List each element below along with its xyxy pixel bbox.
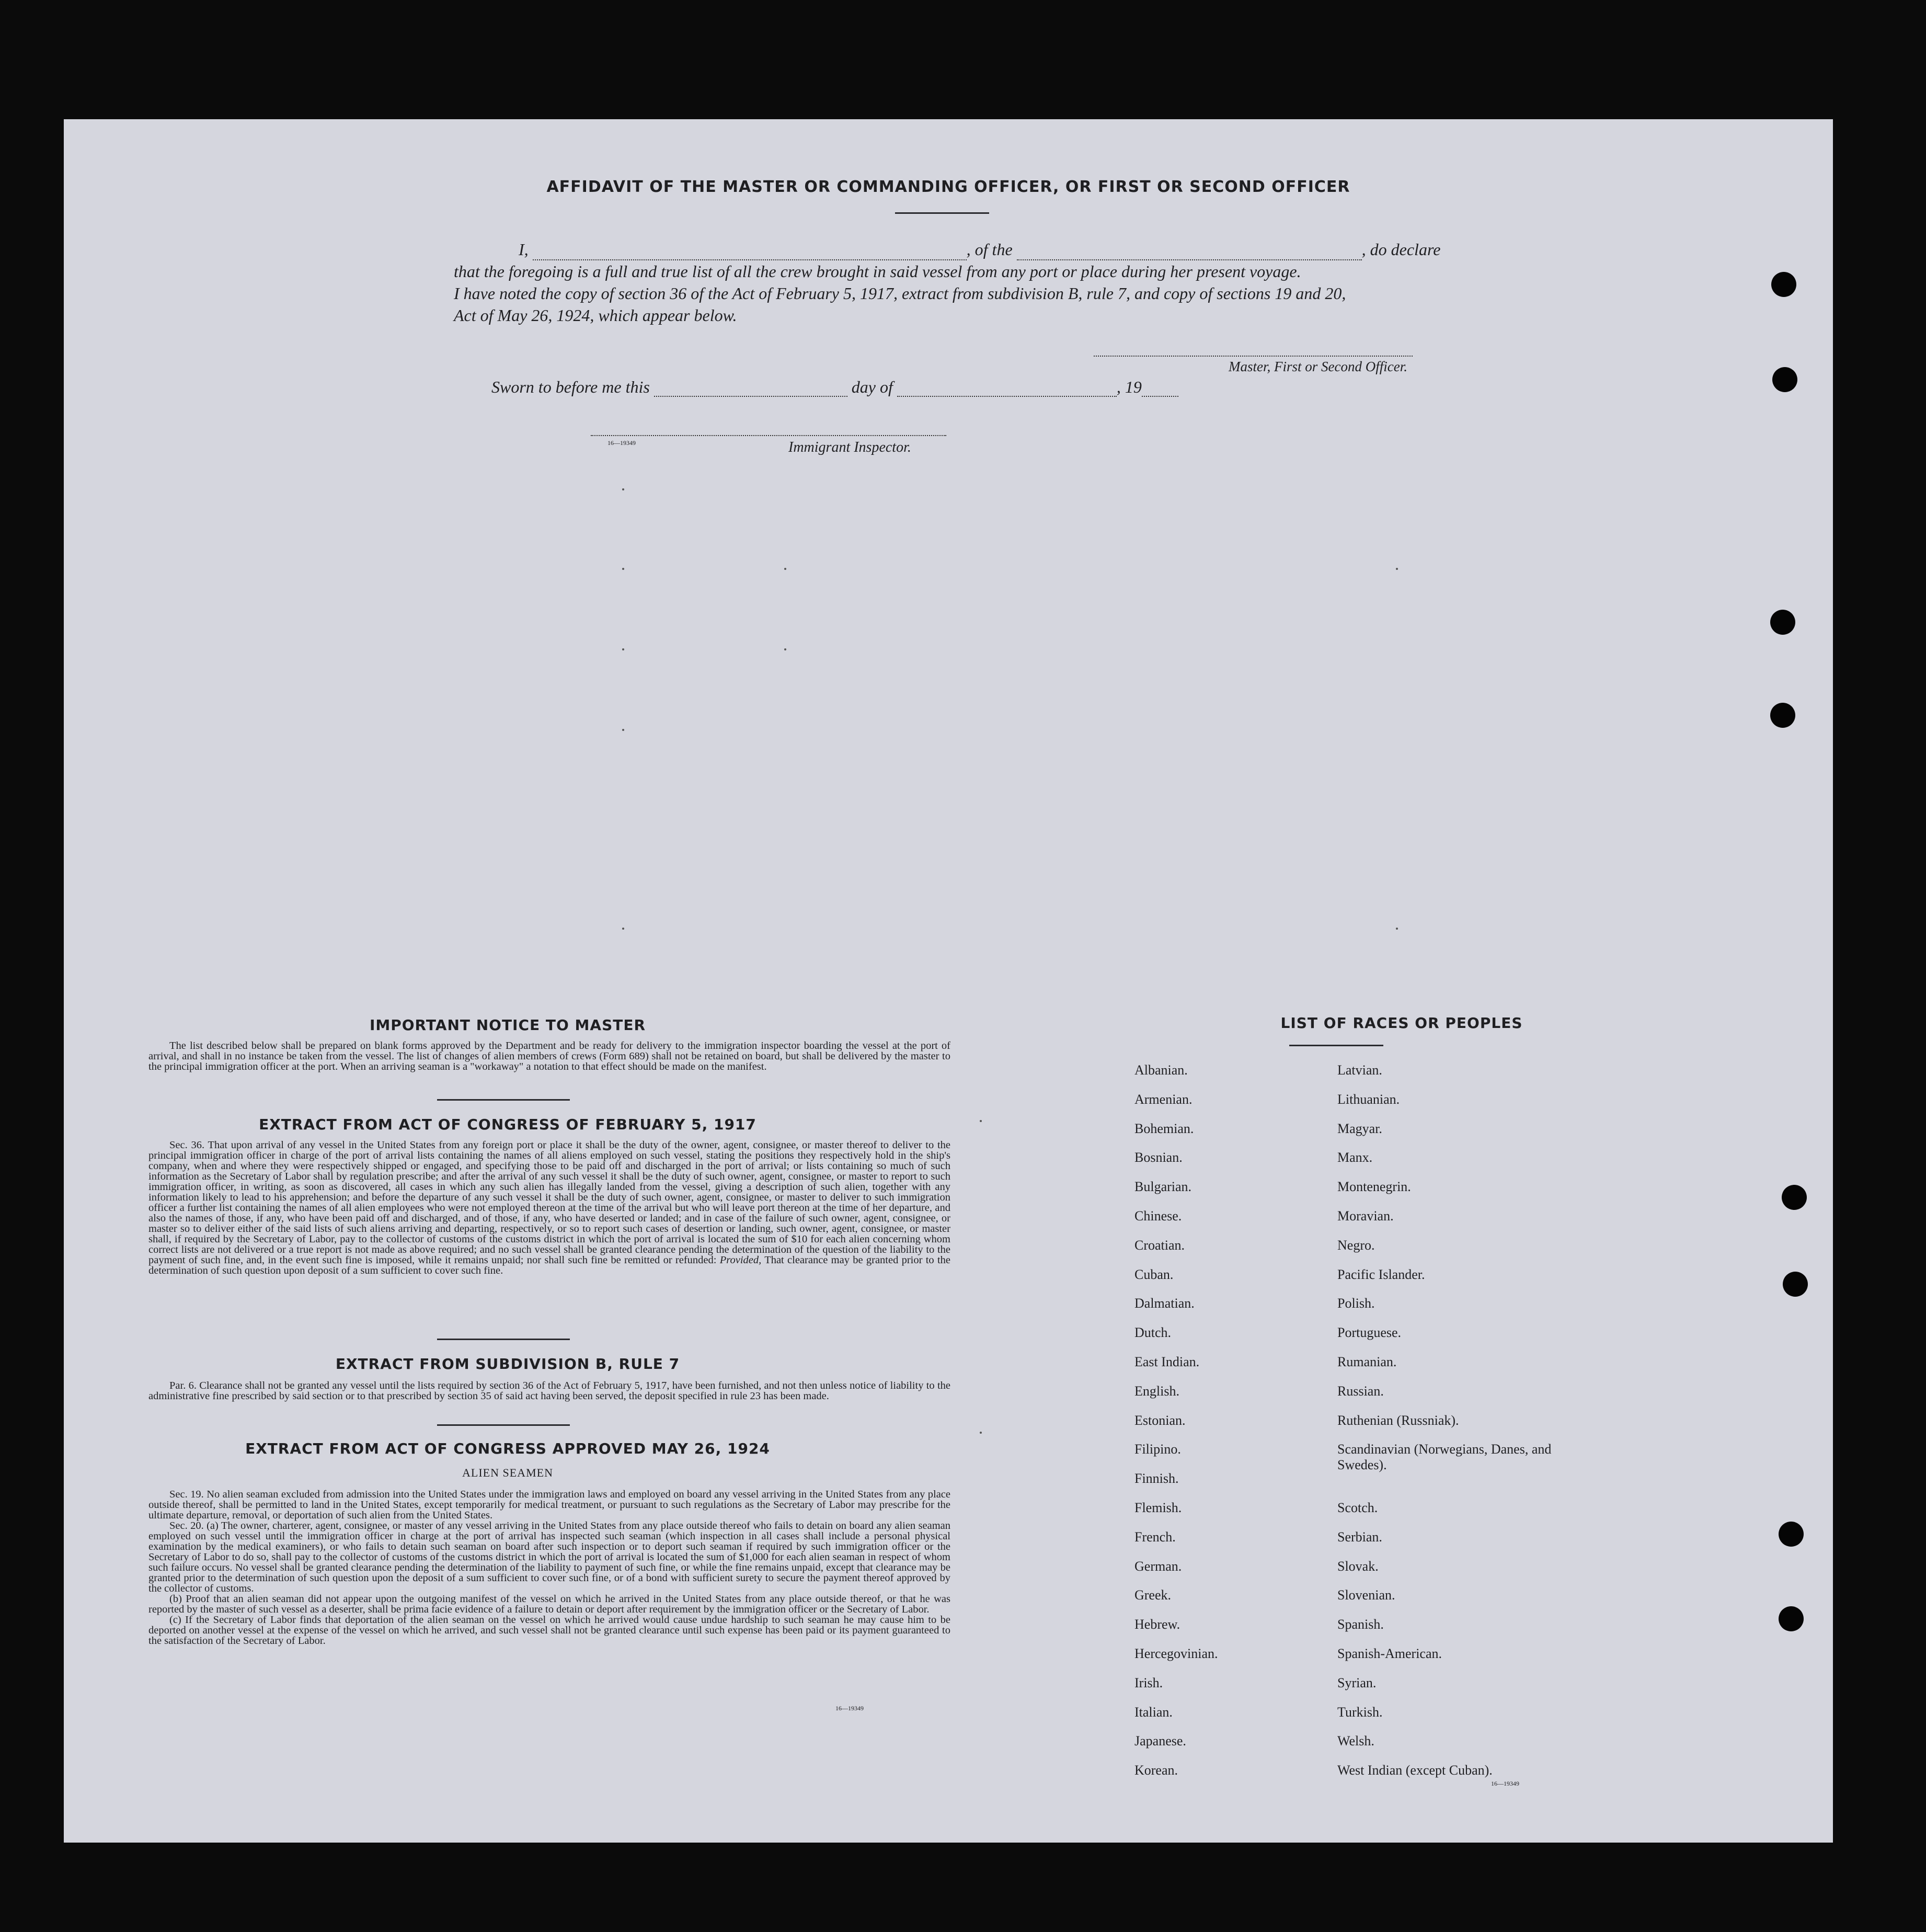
races-form-number: 16—19349: [1491, 1780, 1519, 1787]
section-36-body: That upon arrival of any vessel in the United States from any foreign port or place it shall be the duty of the owner, agent, consignee, or master thereof to deliver to the principal immigration officer in charge of the port of arrival lists containing the names of all aliens employed on such vessel, stating the positions they respectively hold in the ship's company, when and where they were respectively shipped or engaged, and specifying those to be paid off and discharged in the port of arrival; or lists containing so much of such information as the Secretary of Labor shall by regulation prescribe; and after the arrival of any such vessel it shall be the duty of such owner, agent, consignee, or master to report to such immigration officer, in writing, as soon as discovered, all cases in which any such alien has illegally landed from the vessel, giving a description of such alien, together with any information likely to lead to his apprehension; and before the departure of any such vessel it shall be the duty of such owner, agent, consignee, or master to deliver to such immigration officer a further list containing the names of all alien employees who were not employed thereon at the time of the arrival but who will leave port thereon at the time of her departure, and also the names of those, if any, who have been paid off and discharged, and of those, if any, who have deserted or landed; and in case of the failure of such owner, agent, consignee, or master so to deliver either of the said lists of such aliens arriving and departing, respectively, or so to report such cases of desertion or landing, such owner, agent, consignee, or master shall, if required by the Secretary of Labor, pay to the collector of customs of the customs district in which the port of arrival is located the sum of $10 for each alien concerning whom correct lists are not delivered or a true report is not made as above required; and no such vessel shall be granted clearance pending the determination of the question of the liability to the payment of such fine, and, in the event such fine is imposed, while it remains unpaid; nor shall such fine be remitted or refunded:: [148, 1139, 950, 1266]
extract-1917-text: [148, 1140, 950, 1276]
extract-1924-form-number: 16—19349: [835, 1705, 864, 1712]
title-divider: [895, 212, 989, 214]
race-item: Croatian.: [1134, 1237, 1185, 1253]
speck: [622, 928, 624, 930]
race-item: East Indian.: [1134, 1354, 1200, 1369]
punch-hole: [1772, 367, 1797, 392]
race-item: Montenegrin.: [1337, 1179, 1411, 1195]
race-item: Estonian.: [1134, 1412, 1186, 1428]
race-item: Filipino.: [1134, 1442, 1181, 1457]
race-item: Irish.: [1134, 1675, 1163, 1690]
race-item: Bohemian.: [1134, 1121, 1194, 1136]
race-item: Magyar.: [1337, 1121, 1382, 1136]
race-item: Syrian.: [1337, 1675, 1377, 1690]
races-title: LIST OF RACES OR PEOPLES: [1280, 1014, 1523, 1032]
speck: [622, 648, 624, 650]
race-item: Turkish.: [1337, 1704, 1383, 1720]
signature-line[interactable]: [1094, 356, 1413, 357]
rule7-divider: [437, 1424, 570, 1426]
extract-1917-title: EXTRACT FROM ACT OF CONGRESS OF FEBRUARY 5, 1917: [259, 1116, 756, 1133]
section-20a-text: Sec. 20. (a) The owner, charterer, agent, consignee, or master of any vessel arriving in the United States from any place outside thereof who fails to detain on board any alien seaman employed on such vessel until the immigration officer in charge at the port of arrival has inspected such seaman (which inspection in all cases shall include a personal physical examination by the medical examiners), or who fails to detain such seaman on board after such inspection or to deport such seaman if required by such immigration officer or the Secretary of Labor to do so, shall pay to the collector of customs of the customs district in which the port of arrival is located the sum of $1,000 for each alien seaman in respect of whom such failure occurs. No vessel shall be granted clearance pending the determination of the liability to payment of such fine, or while the fine remains unpaid, except that clearance may be granted prior to the determination of such question upon the deposit of a sum sufficient to cover such fine, or of a bond with sufficient surety to secure the payment thereof approved by the collector of customs.: [148, 1520, 950, 1594]
affidavit-i: I,: [519, 240, 529, 259]
affidavit-statement: [454, 238, 1494, 326]
race-item: English.: [1134, 1383, 1179, 1399]
sworn-month-blank[interactable]: [897, 380, 1117, 397]
race-item: Cuban.: [1134, 1266, 1174, 1282]
race-item: Italian.: [1134, 1704, 1173, 1720]
section-36-label: Sec. 36.: [169, 1139, 205, 1151]
master-name-blank[interactable]: [533, 244, 967, 260]
inspector-form-number: 16—19349: [607, 439, 636, 447]
speck: [1396, 568, 1398, 570]
speck: [784, 648, 786, 650]
speck: [784, 568, 786, 570]
speck: [1396, 928, 1398, 930]
race-item: Dutch.: [1134, 1325, 1172, 1341]
punch-hole: [1770, 703, 1795, 728]
race-item: Lithuanian.: [1337, 1091, 1400, 1107]
race-item: Russian.: [1337, 1383, 1384, 1399]
inspector-signature-line[interactable]: [591, 435, 946, 436]
race-item: Rumanian.: [1337, 1354, 1397, 1369]
affidavit-of-the: , of the: [966, 240, 1013, 259]
extract-1924-title: EXTRACT FROM ACT OF CONGRESS APPROVED MAY 26, 1924: [245, 1440, 770, 1457]
race-item: Welsh.: [1337, 1733, 1374, 1749]
affidavit-line-3: I have noted the copy of section 36 of the Act of February 5, 1917, extract from subdivision B, rule 7, and copy of sections 19 and 20,: [454, 284, 1346, 303]
rule7-text: Par. 6. Clearance shall not be granted any vessel until the lists required by section 36 of the Act of February 5, 1917, have been furnished, and not then unless notice of liability to the administrative fine prescribed by said section or to that prescribed by section 35 of said act having been served, the deposit specified in rule 23 has been made.: [148, 1380, 950, 1402]
race-item: Slovenian.: [1337, 1587, 1395, 1603]
race-item: French.: [1134, 1529, 1176, 1545]
notice-divider: [437, 1099, 570, 1101]
sworn-statement: [491, 378, 1178, 397]
signature-label: Master, First or Second Officer.: [1229, 359, 1407, 374]
section-19-text: Sec. 19. No alien seaman excluded from admission into the United States under the immigration laws and employed on board any vessel arriving in the United States from any place outside thereof, shall be permitted to land in the United States, except temporarily for medical treatment, or pursuant to such regulations as the Secretary of Labor may prescribe for the ultimate departure, removal, or deportation of such alien from the United States.: [148, 1489, 950, 1521]
race-item: Polish.: [1337, 1296, 1375, 1311]
affidavit-title: AFFIDAVIT OF THE MASTER OR COMMANDING OFFICER, OR FIRST OR SECOND OFFICER: [546, 178, 1350, 196]
speck: [980, 1432, 982, 1434]
race-item: Portuguese.: [1337, 1325, 1402, 1341]
race-item: Armenian.: [1134, 1091, 1193, 1107]
sworn-text: Sworn to before me this: [491, 378, 650, 396]
speck: [622, 568, 624, 570]
section-20c-text: (c) If the Secretary of Labor finds that deportation of the alien seaman on the vessel on which he arrived would cause undue hardship to such seaman he may cause him to be deported on another vessel at the expense of the vessel on which he arrived, and such vessel shall not be granted clearance until such expense has been paid or its payment guaranteed to the satisfaction of the Secretary of Labor.: [148, 1614, 950, 1647]
alien-seamen-subtitle: ALIEN SEAMEN: [462, 1466, 553, 1479]
race-item: Scotch.: [1337, 1500, 1378, 1515]
sworn-year: , 19: [1116, 378, 1142, 396]
sworn-date-blank[interactable]: [654, 380, 847, 397]
affidavit-line-2: that the foregoing is a full and true list of all the crew brought in said vessel from any port or place during her present voyage.: [454, 262, 1301, 281]
affidavit-declare: , do declare: [1361, 240, 1441, 259]
race-item: Pacific Islander.: [1337, 1266, 1425, 1282]
race-item: Japanese.: [1134, 1733, 1186, 1749]
races-divider: [1289, 1045, 1383, 1046]
proviso-label: Provided,: [719, 1254, 762, 1266]
document-page: [64, 119, 1833, 1843]
race-item: Serbian.: [1337, 1529, 1382, 1545]
race-item: Dalmatian.: [1134, 1296, 1195, 1311]
race-item: German.: [1134, 1558, 1182, 1574]
sworn-day-of: day of: [851, 378, 893, 396]
race-item: Korean.: [1134, 1763, 1178, 1778]
punch-hole: [1779, 1606, 1804, 1631]
race-item: Spanish-American.: [1337, 1646, 1442, 1661]
punch-hole: [1783, 1272, 1808, 1297]
section-20b-text: (b) Proof that an alien seaman did not appear upon the outgoing manifest of the vessel on which he arrived in the United States from any place outside thereof, or that he was reported by the master of such vessel as a deserter, shall be prima facie evidence of a failure to detain or deport after requirement by the immigration officer or the Secretary of Labor.: [148, 1593, 950, 1615]
notice-text: The list described below shall be prepared on blank forms approved by the Department and be ready for delivery to the immigration inspector boarding the vessel at the port of arrival, and shall in no instance be taken from the vessel. The list of changes of alien members of crews (Form 689) shall not be retained on board, but shall be delivered by the master to the principal immigration officer at the port. When an arriving seaman is a "workaway" a notation to that effect should be made on the manifest.: [148, 1040, 950, 1072]
race-item: West Indian (except Cuban).: [1337, 1763, 1493, 1778]
race-item: Hebrew.: [1134, 1617, 1180, 1632]
race-item: Flemish.: [1134, 1500, 1182, 1515]
extract-1917-divider: [437, 1339, 570, 1340]
race-item: Finnish.: [1134, 1471, 1179, 1487]
race-item: Bosnian.: [1134, 1150, 1183, 1165]
race-item: Chinese.: [1134, 1208, 1182, 1224]
race-item: Moravian.: [1337, 1208, 1394, 1224]
speck: [980, 1120, 982, 1122]
rule7-title: EXTRACT FROM SUBDIVISION B, RULE 7: [335, 1355, 680, 1373]
race-item: Ruthenian (Russniak).: [1337, 1412, 1459, 1428]
race-item: Bulgarian.: [1134, 1179, 1192, 1195]
extract-1924-text: [148, 1489, 950, 1646]
proviso-text: That clearance may be granted prior to the determination of such question upon deposit of a sum sufficient to cover such fine.: [148, 1254, 950, 1276]
punch-hole: [1779, 1522, 1804, 1547]
notice-title: IMPORTANT NOTICE TO MASTER: [369, 1016, 646, 1034]
affidavit-line-1: [454, 238, 1494, 260]
race-item: Negro.: [1337, 1237, 1375, 1253]
race-item: Spanish.: [1337, 1617, 1384, 1632]
affidavit-line-4: Act of May 26, 1924, which appear below.: [454, 306, 737, 325]
speck: [622, 488, 624, 490]
race-item: Albanian.: [1134, 1062, 1188, 1078]
race-item: Latvian.: [1337, 1062, 1382, 1078]
sworn-year-blank[interactable]: [1142, 380, 1178, 397]
race-item: Manx.: [1337, 1150, 1373, 1165]
speck: [622, 729, 624, 731]
vessel-name-blank[interactable]: [1017, 244, 1362, 260]
race-item: Hercegovinian.: [1134, 1646, 1218, 1661]
punch-hole: [1770, 610, 1795, 635]
punch-hole: [1771, 272, 1796, 297]
race-item: Slovak.: [1337, 1558, 1379, 1574]
punch-hole: [1782, 1185, 1807, 1210]
race-item: Scandinavian (Norwegians, Danes, and Swedes).: [1337, 1442, 1552, 1473]
inspector-label: Immigrant Inspector.: [788, 439, 911, 455]
race-item: Greek.: [1134, 1587, 1172, 1603]
